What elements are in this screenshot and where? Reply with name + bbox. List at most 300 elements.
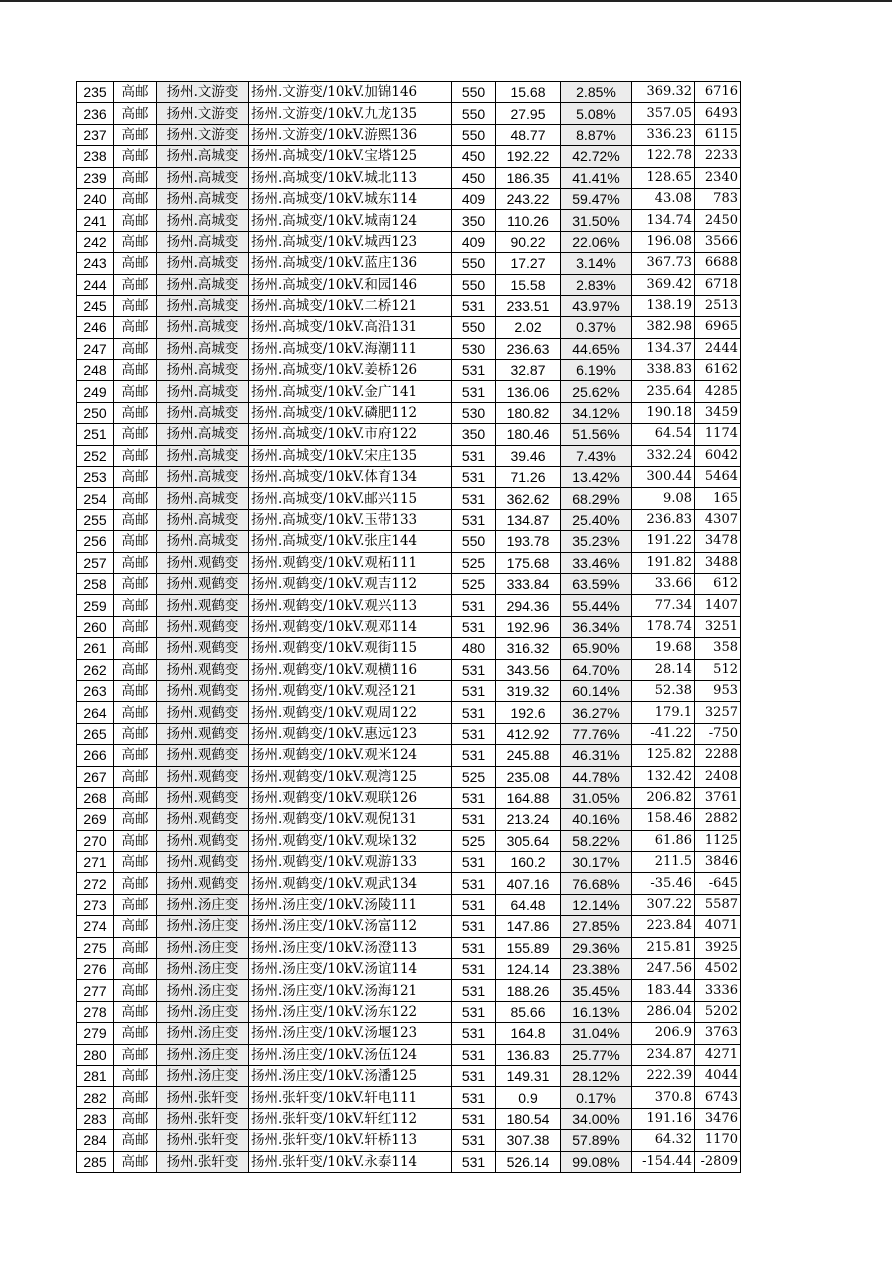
table-body (77, 82, 741, 1173)
remaining-capacity-cell: 211.5 (632, 852, 695, 873)
feeder-name-cell: 扬州.文游变/10kV.加锦146 (249, 82, 452, 103)
table-row (77, 680, 741, 701)
county-cell: 高邮 (114, 1130, 157, 1151)
capacity-cell: 409 (452, 231, 496, 252)
county-cell: 高邮 (114, 231, 157, 252)
remaining-kva-cell: 4502 (695, 959, 741, 980)
county-cell: 高邮 (114, 295, 157, 316)
load-cell: 85.66 (496, 1001, 561, 1022)
remaining-capacity-cell: 77.34 (632, 595, 695, 616)
row-number-cell: 247 (77, 338, 114, 359)
feeder-name-cell: 扬州.张轩变/10kV.永泰114 (249, 1151, 452, 1172)
capacity-cell: 531 (452, 1001, 496, 1022)
remaining-kva-cell: 4044 (695, 1065, 741, 1086)
capacity-cell: 531 (452, 360, 496, 381)
remaining-kva-cell: 4285 (695, 381, 741, 402)
county-cell: 高邮 (114, 852, 157, 873)
table-row (77, 402, 741, 423)
load-cell: 245.88 (496, 745, 561, 766)
row-number-cell: 238 (77, 146, 114, 167)
feeder-name-cell: 扬州.高城变/10kV.城西123 (249, 231, 452, 252)
remaining-capacity-cell: 52.38 (632, 680, 695, 701)
table-row (77, 959, 741, 980)
capacity-cell: 550 (452, 82, 496, 103)
load-rate-cell: 68.29% (561, 488, 632, 509)
substation-cell: 扬州.高城变 (157, 402, 249, 423)
load-rate-cell: 25.40% (561, 509, 632, 530)
table-row (77, 1001, 741, 1022)
capacity-cell: 531 (452, 723, 496, 744)
remaining-capacity-cell: 191.16 (632, 1108, 695, 1129)
feeder-name-cell: 扬州.汤庄变/10kV.汤富112 (249, 916, 452, 937)
substation-cell: 扬州.高城变 (157, 467, 249, 488)
load-rate-cell: 60.14% (561, 680, 632, 701)
county-cell: 高邮 (114, 980, 157, 1001)
row-number-cell: 268 (77, 787, 114, 808)
substation-cell: 扬州.汤庄变 (157, 1023, 249, 1044)
county-cell: 高邮 (114, 873, 157, 894)
remaining-kva-cell: 4071 (695, 916, 741, 937)
remaining-capacity-cell: 61.86 (632, 830, 695, 851)
row-number-cell: 261 (77, 638, 114, 659)
table-row (77, 103, 741, 124)
substation-cell: 扬州.高城变 (157, 424, 249, 445)
remaining-capacity-cell: 234.87 (632, 1044, 695, 1065)
remaining-capacity-cell: -35.46 (632, 873, 695, 894)
table-row (77, 424, 741, 445)
row-number-cell: 250 (77, 402, 114, 423)
remaining-capacity-cell: 369.32 (632, 82, 695, 103)
load-rate-cell: 7.43% (561, 445, 632, 466)
capacity-cell: 530 (452, 338, 496, 359)
capacity-cell: 409 (452, 188, 496, 209)
row-number-cell: 245 (77, 295, 114, 316)
remaining-kva-cell: 512 (695, 659, 741, 680)
load-rate-cell: 29.36% (561, 937, 632, 958)
remaining-kva-cell: -645 (695, 873, 741, 894)
remaining-capacity-cell: 369.42 (632, 274, 695, 295)
county-cell: 高邮 (114, 467, 157, 488)
table-row (77, 1108, 741, 1129)
substation-cell: 扬州.高城变 (157, 146, 249, 167)
row-number-cell: 285 (77, 1151, 114, 1172)
table-row (77, 595, 741, 616)
feeder-name-cell: 扬州.文游变/10kV.游熙136 (249, 124, 452, 145)
remaining-kva-cell: 5587 (695, 894, 741, 915)
feeder-name-cell: 扬州.高城变/10kV.城南124 (249, 210, 452, 231)
row-number-cell: 235 (77, 82, 114, 103)
remaining-capacity-cell: 196.08 (632, 231, 695, 252)
substation-cell: 扬州.高城变 (157, 274, 249, 295)
substation-cell: 扬州.张轩变 (157, 1130, 249, 1151)
remaining-kva-cell: 6965 (695, 317, 741, 338)
substation-cell: 扬州.观鹤变 (157, 787, 249, 808)
remaining-capacity-cell: 138.19 (632, 295, 695, 316)
load-cell: 110.26 (496, 210, 561, 231)
remaining-capacity-cell: 179.1 (632, 702, 695, 723)
feeder-name-cell: 扬州.观鹤变/10kV.观武134 (249, 873, 452, 894)
feeder-name-cell: 扬州.汤庄变/10kV.汤澄113 (249, 937, 452, 958)
load-rate-cell: 63.59% (561, 573, 632, 594)
feeder-name-cell: 扬州.高城变/10kV.宝塔125 (249, 146, 452, 167)
feeder-name-cell: 扬州.高城变/10kV.二桥121 (249, 295, 452, 316)
load-rate-cell: 64.70% (561, 659, 632, 680)
substation-cell: 扬州.观鹤变 (157, 745, 249, 766)
remaining-kva-cell: 4271 (695, 1044, 741, 1065)
load-rate-cell: 2.85% (561, 82, 632, 103)
remaining-capacity-cell: 307.22 (632, 894, 695, 915)
load-cell: 134.87 (496, 509, 561, 530)
capacity-cell: 531 (452, 852, 496, 873)
table-row (77, 82, 741, 103)
remaining-kva-cell: 2882 (695, 809, 741, 830)
table-row (77, 830, 741, 851)
load-cell: 412.92 (496, 723, 561, 744)
row-number-cell: 276 (77, 959, 114, 980)
substation-cell: 扬州.高城变 (157, 488, 249, 509)
load-cell: 180.46 (496, 424, 561, 445)
table-row (77, 467, 741, 488)
remaining-kva-cell: -2809 (695, 1151, 741, 1172)
load-rate-cell: 59.47% (561, 188, 632, 209)
remaining-capacity-cell: 33.66 (632, 573, 695, 594)
substation-cell: 扬州.文游变 (157, 103, 249, 124)
table-row (77, 445, 741, 466)
load-cell: 71.26 (496, 467, 561, 488)
table-row (77, 188, 741, 209)
load-cell: 526.14 (496, 1151, 561, 1172)
table-row (77, 894, 741, 915)
remaining-kva-cell: 3251 (695, 616, 741, 637)
row-number-cell: 273 (77, 894, 114, 915)
feeder-name-cell: 扬州.高城变/10kV.姜桥126 (249, 360, 452, 381)
row-number-cell: 241 (77, 210, 114, 231)
capacity-cell: 550 (452, 103, 496, 124)
table-row (77, 253, 741, 274)
remaining-capacity-cell: 223.84 (632, 916, 695, 937)
row-number-cell: 257 (77, 552, 114, 573)
county-cell: 高邮 (114, 445, 157, 466)
capacity-cell: 350 (452, 210, 496, 231)
row-number-cell: 236 (77, 103, 114, 124)
load-cell: 164.8 (496, 1023, 561, 1044)
table-row (77, 1023, 741, 1044)
substation-cell: 扬州.张轩变 (157, 1108, 249, 1129)
row-number-cell: 237 (77, 124, 114, 145)
substation-cell: 扬州.观鹤变 (157, 595, 249, 616)
table-row (77, 852, 741, 873)
capacity-cell: 531 (452, 1108, 496, 1129)
load-rate-cell: 28.12% (561, 1065, 632, 1086)
county-cell: 高邮 (114, 702, 157, 723)
load-rate-cell: 31.50% (561, 210, 632, 231)
substation-cell: 扬州.观鹤变 (157, 638, 249, 659)
capacity-cell: 531 (452, 1087, 496, 1108)
remaining-kva-cell: 165 (695, 488, 741, 509)
substation-cell: 扬州.观鹤变 (157, 659, 249, 680)
substation-cell: 扬州.文游变 (157, 124, 249, 145)
county-cell: 高邮 (114, 552, 157, 573)
load-cell: 192.22 (496, 146, 561, 167)
load-cell: 180.82 (496, 402, 561, 423)
county-cell: 高邮 (114, 317, 157, 338)
substation-cell: 扬州.高城变 (157, 295, 249, 316)
row-number-cell: 253 (77, 467, 114, 488)
feeder-name-cell: 扬州.观鹤变/10kV.观柘111 (249, 552, 452, 573)
capacity-cell: 531 (452, 916, 496, 937)
remaining-capacity-cell: 300.44 (632, 467, 695, 488)
feeder-name-cell: 扬州.高城变/10kV.城北113 (249, 167, 452, 188)
capacity-cell: 531 (452, 381, 496, 402)
remaining-kva-cell: 5464 (695, 467, 741, 488)
remaining-kva-cell: 3459 (695, 402, 741, 423)
load-cell: 48.77 (496, 124, 561, 145)
load-cell: 233.51 (496, 295, 561, 316)
table-row (77, 702, 741, 723)
capacity-cell: 531 (452, 787, 496, 808)
load-cell: 2.02 (496, 317, 561, 338)
remaining-capacity-cell: 132.42 (632, 766, 695, 787)
county-cell: 高邮 (114, 745, 157, 766)
page-top-border (0, 0, 892, 2)
row-number-cell: 279 (77, 1023, 114, 1044)
row-number-cell: 278 (77, 1001, 114, 1022)
feeder-name-cell: 扬州.汤庄变/10kV.汤堰123 (249, 1023, 452, 1044)
feeder-name-cell: 扬州.高城变/10kV.玉带133 (249, 509, 452, 530)
remaining-capacity-cell: 206.82 (632, 787, 695, 808)
county-cell: 高邮 (114, 1044, 157, 1065)
load-cell: 235.08 (496, 766, 561, 787)
remaining-kva-cell: 3336 (695, 980, 741, 1001)
table-row (77, 937, 741, 958)
row-number-cell: 269 (77, 809, 114, 830)
feeder-name-cell: 扬州.观鹤变/10kV.观米124 (249, 745, 452, 766)
capacity-cell: 550 (452, 253, 496, 274)
row-number-cell: 267 (77, 766, 114, 787)
county-cell: 高邮 (114, 82, 157, 103)
load-cell: 243.22 (496, 188, 561, 209)
load-rate-cell: 46.31% (561, 745, 632, 766)
load-rate-cell: 23.38% (561, 959, 632, 980)
load-cell: 188.26 (496, 980, 561, 1001)
feeder-name-cell: 扬州.观鹤变/10kV.观游133 (249, 852, 452, 873)
remaining-kva-cell: 358 (695, 638, 741, 659)
capacity-cell: 525 (452, 830, 496, 851)
load-rate-cell: 0.37% (561, 317, 632, 338)
capacity-cell: 525 (452, 573, 496, 594)
remaining-kva-cell: 2450 (695, 210, 741, 231)
row-number-cell: 283 (77, 1108, 114, 1129)
capacity-cell: 531 (452, 1130, 496, 1151)
load-cell: 155.89 (496, 937, 561, 958)
table-row (77, 787, 741, 808)
load-rate-cell: 36.27% (561, 702, 632, 723)
county-cell: 高邮 (114, 680, 157, 701)
load-cell: 193.78 (496, 531, 561, 552)
capacity-cell: 531 (452, 873, 496, 894)
remaining-kva-cell: -750 (695, 723, 741, 744)
capacity-cell: 550 (452, 274, 496, 295)
table-row (77, 1044, 741, 1065)
feeder-name-cell: 扬州.张轩变/10kV.轩红112 (249, 1108, 452, 1129)
capacity-cell: 531 (452, 1151, 496, 1172)
table-row (77, 381, 741, 402)
county-cell: 高邮 (114, 167, 157, 188)
load-cell: 213.24 (496, 809, 561, 830)
load-rate-cell: 42.72% (561, 146, 632, 167)
county-cell: 高邮 (114, 509, 157, 530)
county-cell: 高邮 (114, 959, 157, 980)
remaining-kva-cell: 783 (695, 188, 741, 209)
row-number-cell: 262 (77, 659, 114, 680)
remaining-capacity-cell: 64.32 (632, 1130, 695, 1151)
county-cell: 高邮 (114, 381, 157, 402)
substation-cell: 扬州.高城变 (157, 531, 249, 552)
remaining-capacity-cell: 357.05 (632, 103, 695, 124)
remaining-capacity-cell: 222.39 (632, 1065, 695, 1086)
substation-cell: 扬州.汤庄变 (157, 959, 249, 980)
row-number-cell: 274 (77, 916, 114, 937)
load-cell: 307.38 (496, 1130, 561, 1151)
load-cell: 236.63 (496, 338, 561, 359)
remaining-kva-cell: 3257 (695, 702, 741, 723)
feeder-name-cell: 扬州.高城变/10kV.体育134 (249, 467, 452, 488)
table-row (77, 1151, 741, 1172)
capacity-cell: 531 (452, 809, 496, 830)
row-number-cell: 272 (77, 873, 114, 894)
substation-cell: 扬州.高城变 (157, 231, 249, 252)
capacity-cell: 480 (452, 638, 496, 659)
table-row (77, 317, 741, 338)
feeder-name-cell: 扬州.观鹤变/10kV.观倪131 (249, 809, 452, 830)
capacity-cell: 531 (452, 488, 496, 509)
capacity-cell: 531 (452, 595, 496, 616)
row-number-cell: 256 (77, 531, 114, 552)
remaining-kva-cell: 1174 (695, 424, 741, 445)
feeder-name-cell: 扬州.观鹤变/10kV.惠远123 (249, 723, 452, 744)
capacity-cell: 531 (452, 745, 496, 766)
remaining-capacity-cell: 191.82 (632, 552, 695, 573)
remaining-kva-cell: 6115 (695, 124, 741, 145)
substation-cell: 扬州.汤庄变 (157, 916, 249, 937)
table-row (77, 723, 741, 744)
capacity-cell: 531 (452, 959, 496, 980)
capacity-cell: 531 (452, 980, 496, 1001)
capacity-cell: 525 (452, 766, 496, 787)
remaining-kva-cell: 3763 (695, 1023, 741, 1044)
feeder-name-cell: 扬州.观鹤变/10kV.观吉112 (249, 573, 452, 594)
remaining-kva-cell: 2513 (695, 295, 741, 316)
remaining-kva-cell: 1125 (695, 830, 741, 851)
load-cell: 294.36 (496, 595, 561, 616)
capacity-cell: 531 (452, 467, 496, 488)
county-cell: 高邮 (114, 1087, 157, 1108)
remaining-kva-cell: 6743 (695, 1087, 741, 1108)
remaining-capacity-cell: 338.83 (632, 360, 695, 381)
load-cell: 136.83 (496, 1044, 561, 1065)
row-number-cell: 249 (77, 381, 114, 402)
feeder-name-cell: 扬州.高城变/10kV.海潮111 (249, 338, 452, 359)
county-cell: 高邮 (114, 787, 157, 808)
county-cell: 高邮 (114, 360, 157, 381)
substation-cell: 扬州.文游变 (157, 82, 249, 103)
row-number-cell: 282 (77, 1087, 114, 1108)
load-rate-cell: 51.56% (561, 424, 632, 445)
substation-cell: 扬州.观鹤变 (157, 680, 249, 701)
load-rate-cell: 31.05% (561, 787, 632, 808)
load-cell: 64.48 (496, 894, 561, 915)
feeder-name-cell: 扬州.张轩变/10kV.轩桥113 (249, 1130, 452, 1151)
table-row (77, 1087, 741, 1108)
substation-cell: 扬州.张轩变 (157, 1087, 249, 1108)
row-number-cell: 243 (77, 253, 114, 274)
county-cell: 高邮 (114, 531, 157, 552)
load-cell: 316.32 (496, 638, 561, 659)
load-rate-cell: 65.90% (561, 638, 632, 659)
feeder-load-table (76, 81, 741, 1173)
load-cell: 186.35 (496, 167, 561, 188)
remaining-capacity-cell: 128.65 (632, 167, 695, 188)
remaining-capacity-cell: 28.14 (632, 659, 695, 680)
remaining-capacity-cell: 382.98 (632, 317, 695, 338)
load-cell: 343.56 (496, 659, 561, 680)
county-cell: 高邮 (114, 103, 157, 124)
feeder-name-cell: 扬州.高城变/10kV.和园146 (249, 274, 452, 295)
load-cell: 192.6 (496, 702, 561, 723)
load-rate-cell: 36.34% (561, 616, 632, 637)
table-row (77, 231, 741, 252)
feeder-name-cell: 扬州.观鹤变/10kV.观垛132 (249, 830, 452, 851)
substation-cell: 扬州.汤庄变 (157, 1065, 249, 1086)
load-cell: 333.84 (496, 573, 561, 594)
table-row (77, 659, 741, 680)
feeder-name-cell: 扬州.高城变/10kV.邮兴115 (249, 488, 452, 509)
substation-cell: 扬州.观鹤变 (157, 830, 249, 851)
capacity-cell: 531 (452, 295, 496, 316)
load-rate-cell: 3.14% (561, 253, 632, 274)
county-cell: 高邮 (114, 1023, 157, 1044)
table-row (77, 124, 741, 145)
feeder-name-cell: 扬州.观鹤变/10kV.观湾125 (249, 766, 452, 787)
remaining-kva-cell: 4307 (695, 509, 741, 530)
remaining-kva-cell: 2340 (695, 167, 741, 188)
load-rate-cell: 44.78% (561, 766, 632, 787)
substation-cell: 扬州.汤庄变 (157, 980, 249, 1001)
load-rate-cell: 16.13% (561, 1001, 632, 1022)
table-row (77, 1130, 741, 1151)
load-rate-cell: 55.44% (561, 595, 632, 616)
remaining-capacity-cell: 215.81 (632, 937, 695, 958)
county-cell: 高邮 (114, 894, 157, 915)
feeder-name-cell: 扬州.高城变/10kV.高沿131 (249, 317, 452, 338)
row-number-cell: 244 (77, 274, 114, 295)
feeder-name-cell: 扬州.观鹤变/10kV.观横116 (249, 659, 452, 680)
feeder-name-cell: 扬州.张轩变/10kV.轩电111 (249, 1087, 452, 1108)
county-cell: 高邮 (114, 723, 157, 744)
load-cell: 0.9 (496, 1087, 561, 1108)
feeder-name-cell: 扬州.汤庄变/10kV.汤潘125 (249, 1065, 452, 1086)
remaining-capacity-cell: 178.74 (632, 616, 695, 637)
load-cell: 407.16 (496, 873, 561, 894)
remaining-capacity-cell: 286.04 (632, 1001, 695, 1022)
table-row (77, 745, 741, 766)
substation-cell: 扬州.高城变 (157, 360, 249, 381)
load-rate-cell: 6.19% (561, 360, 632, 381)
table-row (77, 488, 741, 509)
load-rate-cell: 13.42% (561, 467, 632, 488)
load-rate-cell: 5.08% (561, 103, 632, 124)
remaining-capacity-cell: 183.44 (632, 980, 695, 1001)
